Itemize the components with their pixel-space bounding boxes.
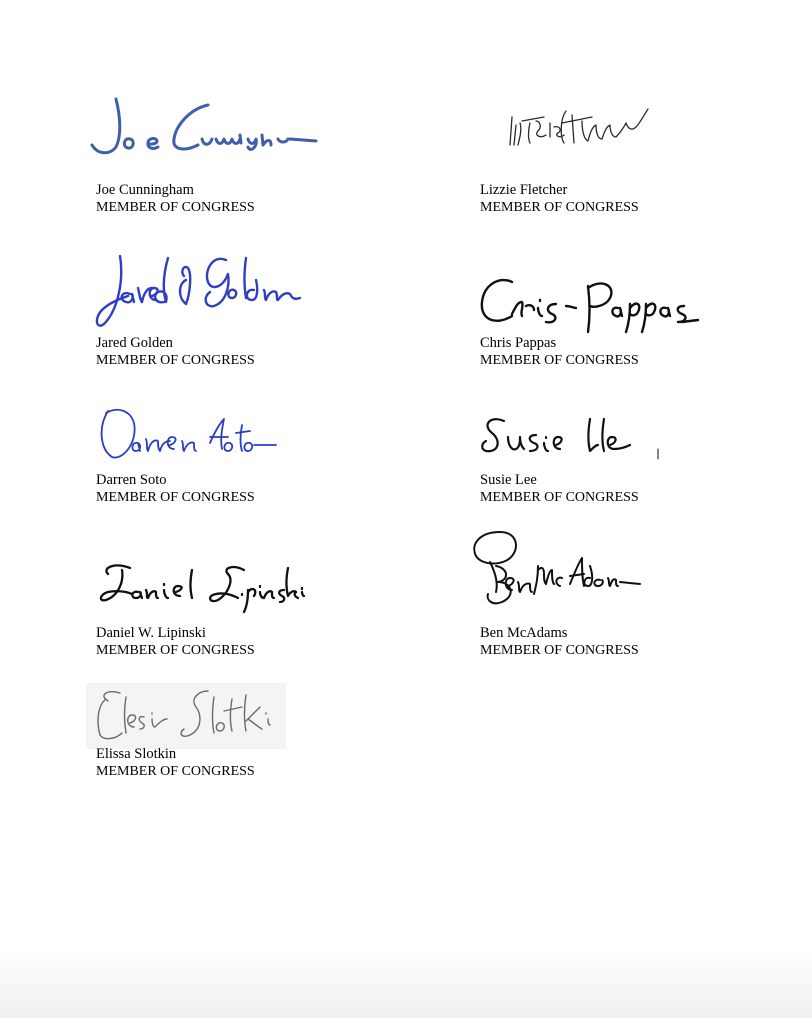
signature-mcadams: [470, 526, 642, 621]
signature-slotkin: [86, 683, 286, 749]
signatory-title: MEMBER OF CONGRESS: [96, 490, 255, 505]
signatory-title: MEMBER OF CONGRESS: [480, 643, 639, 658]
signatory-title: MEMBER OF CONGRESS: [480, 200, 639, 215]
signature-pappas: [478, 274, 703, 336]
signature-lipinski: [98, 558, 313, 618]
signature-lee: [480, 413, 660, 463]
signatory-title: MEMBER OF CONGRESS: [96, 764, 255, 779]
signatory-name: Elissa Slotkin: [96, 746, 177, 762]
signatory-name: Chris Pappas: [480, 335, 557, 351]
signatory-title: MEMBER OF CONGRESS: [480, 353, 639, 368]
signatory-title: MEMBER OF CONGRESS: [480, 490, 639, 505]
signatory-name: Jared Golden: [96, 335, 173, 351]
signatory-name: Joe Cunningham: [96, 182, 194, 198]
signature-golden: [94, 250, 309, 330]
signature-soto: [98, 403, 278, 463]
signatory-name: Susie Lee: [480, 472, 537, 488]
signatory-name: Ben McAdams: [480, 625, 568, 641]
signatory-title: MEMBER OF CONGRESS: [96, 200, 255, 215]
signature-fletcher: [506, 105, 656, 155]
signatory-title: MEMBER OF CONGRESS: [96, 353, 255, 368]
signatory-title: MEMBER OF CONGRESS: [96, 643, 255, 658]
signatory-name: Lizzie Fletcher: [480, 182, 568, 198]
signatory-name: Daniel W. Lipinski: [96, 625, 206, 641]
signature-cunningham: [90, 95, 320, 160]
signatory-name: Darren Soto: [96, 472, 167, 488]
page-bottom-shadow: [0, 948, 812, 1018]
